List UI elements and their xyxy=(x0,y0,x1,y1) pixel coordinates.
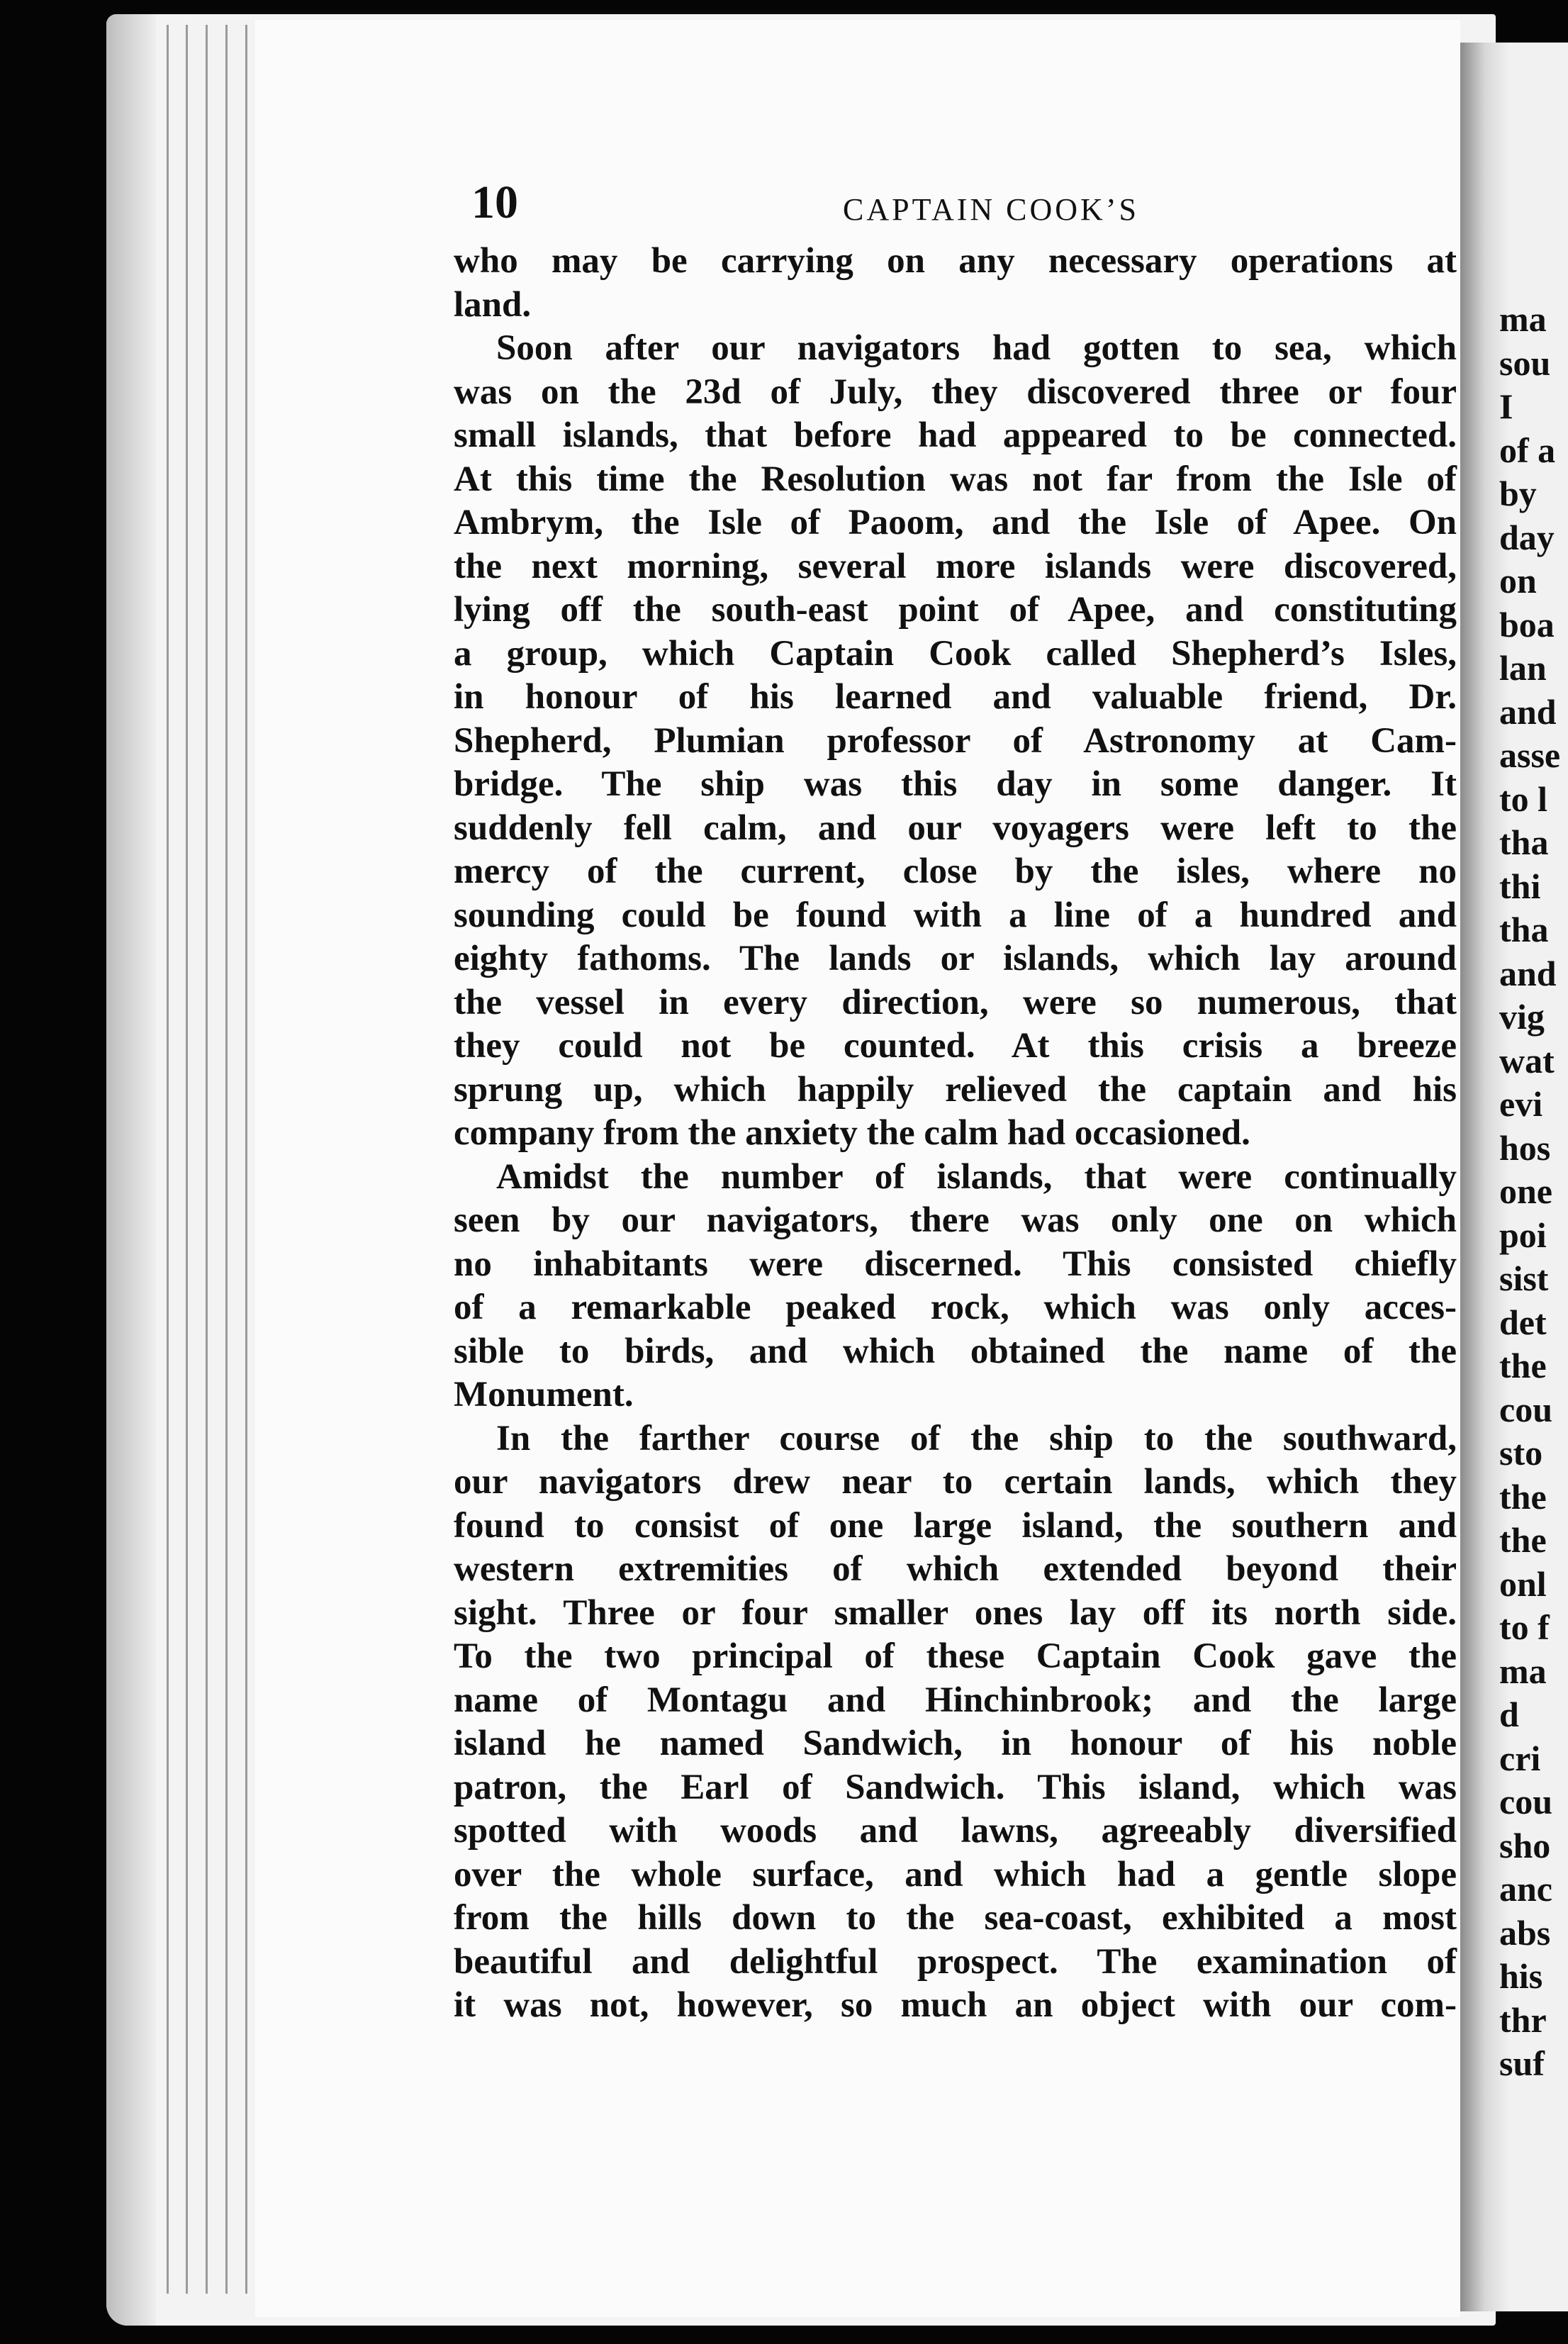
facing-page-fragment: cou xyxy=(1499,1782,1552,1821)
facing-page-fragment: lan xyxy=(1499,648,1547,688)
text-line: In the farther course of the ship to the southward, xyxy=(496,1418,1457,1458)
facing-page-fragment: ma xyxy=(1499,299,1547,339)
running-head: CAPTAIN COOK’S xyxy=(843,192,1139,227)
text-line: Monument. xyxy=(454,1375,634,1414)
body-text xyxy=(454,240,1457,2028)
facing-page-fragment: cou xyxy=(1499,1389,1552,1429)
facing-page-fragment: thr xyxy=(1499,1999,1547,2040)
facing-page-fragment: and xyxy=(1499,953,1557,993)
text-line: Shepherd, Plumian professor of Astronomy at Cam- xyxy=(454,720,1457,761)
text-line: Ambrym, the Isle of Paoom, and the Isle of Apee. On xyxy=(454,503,1457,542)
text-line: it was not, however, so much an object with our com- xyxy=(454,1985,1457,2025)
facing-page-fragment: tha xyxy=(1499,910,1549,949)
text-line: Soon after our navigators had gotten to sea, which xyxy=(496,328,1457,368)
text-line: found to consist of one large island, the southern and xyxy=(454,1505,1457,1546)
facing-page-fragment: sou xyxy=(1499,342,1551,383)
facing-page-fragment: by xyxy=(1499,474,1537,513)
text-line: patron, the Earl of Sandwich. This island, which was xyxy=(454,1767,1457,1807)
text-line: who may be carrying on any necessary operations at xyxy=(454,241,1457,281)
page-edge-line xyxy=(225,25,228,2294)
facing-page-fragment: suf xyxy=(1499,2043,1545,2083)
facing-page-fragment: hos xyxy=(1499,1127,1551,1168)
text-line: bridge. The ship was this day in some danger. It xyxy=(454,764,1457,804)
text-line: At this time the Resolution was not far from the Isle of xyxy=(454,459,1457,499)
text-line: from the hills down to the sea-coast, exhibited a most xyxy=(454,1898,1457,1938)
facing-page-fragment: abs xyxy=(1499,1912,1551,1953)
text-line: no inhabitants were discerned. This consisted chiefly xyxy=(454,1244,1457,1284)
facing-page-fragment: on xyxy=(1499,561,1537,601)
facing-page-fragment: sist xyxy=(1499,1258,1549,1298)
facing-page-text xyxy=(1499,298,1568,2086)
facing-page-fragment: to f xyxy=(1499,1607,1550,1647)
text-line: small islands, that before had appeared to be connected. xyxy=(454,415,1457,455)
text-line: was on the 23d of July, they discovered three or four xyxy=(454,372,1457,412)
facing-page-fragment: I xyxy=(1499,386,1513,426)
text-line: seen by our navigators, there was only one on which xyxy=(454,1200,1457,1240)
text-line: suddenly fell calm, and our voyagers were left to the xyxy=(454,808,1457,848)
facing-page-fragment: his xyxy=(1499,1956,1543,1996)
facing-page-fragment: evi xyxy=(1499,1084,1543,1124)
facing-page-fragment: poi xyxy=(1499,1215,1547,1255)
page-edge-line xyxy=(206,25,208,2294)
text-line: the next morning, several more islands were discovered, xyxy=(454,546,1457,586)
text-line: To the two principal of these Captain Cook gave the xyxy=(454,1636,1457,1676)
facing-page-fragment: the xyxy=(1499,1520,1547,1560)
text-line: island he named Sandwich, in honour of his noble xyxy=(454,1724,1457,1763)
text-line: in honour of his learned and valuable friend, Dr. xyxy=(454,677,1457,717)
text-line: the vessel in every direction, were so numerous, that xyxy=(454,982,1457,1022)
facing-page-fragment: d xyxy=(1499,1695,1519,1734)
text-line: over the whole surface, and which had a gentle slope xyxy=(454,1854,1457,1894)
text-line: beautiful and delightful prospect. The examination of xyxy=(454,1941,1457,1982)
facing-page-fragment: to l xyxy=(1499,778,1548,819)
facing-page-fragment: the xyxy=(1499,1346,1547,1385)
facing-page-fragment: of a xyxy=(1499,430,1556,470)
page-edge-line xyxy=(245,25,247,2294)
facing-page-fragment: boa xyxy=(1499,604,1555,644)
text-line: spotted with woods and lawns, agreeably diversified xyxy=(454,1811,1457,1851)
text-line: eighty fathoms. The lands or islands, which lay around xyxy=(454,939,1457,978)
page-number: 10 xyxy=(471,177,518,228)
text-line: western extremities of which extended beyond their xyxy=(454,1549,1457,1589)
facing-page-fragment: anc xyxy=(1499,1869,1552,1909)
facing-page-fragment: the xyxy=(1499,1476,1547,1517)
facing-page-fragment: ma xyxy=(1499,1651,1547,1691)
text-line: sounding could be found with a line of a hundred and xyxy=(454,895,1457,935)
text-line: sible to birds, and which obtained the name of the xyxy=(454,1331,1457,1371)
facing-page-fragment: and xyxy=(1499,691,1557,732)
text-line: Amidst the number of islands, that were continually xyxy=(496,1156,1457,1197)
facing-page-fragment: onl xyxy=(1499,1563,1547,1604)
page-edge-line xyxy=(167,25,169,2294)
text-line: name of Montagu and Hinchinbrook; and the large xyxy=(454,1680,1457,1720)
facing-page-fragment: det xyxy=(1499,1302,1547,1342)
facing-page-fragment: asse xyxy=(1499,735,1561,775)
text-line: of a remarkable peaked rock, which was only acces- xyxy=(454,1288,1457,1327)
text-line: a group, which Captain Cook called Shepherd’s Isles, xyxy=(454,633,1457,674)
facing-page-fragment: sho xyxy=(1499,1825,1551,1865)
text-line: lying off the south-east point of Apee, and constituting xyxy=(454,590,1457,630)
text-line: land. xyxy=(454,284,532,325)
facing-page-fragment: wat xyxy=(1499,1040,1555,1081)
text-line: sight. Three or four smaller ones lay off its north side. xyxy=(454,1592,1457,1633)
spine-shadow xyxy=(106,14,156,2326)
text-line: they could not be counted. At this crisis a breeze xyxy=(454,1026,1457,1066)
facing-page-fragment: vig xyxy=(1499,997,1545,1037)
facing-page-fragment: day xyxy=(1499,517,1555,557)
page-header xyxy=(471,176,1464,233)
page-edge-line xyxy=(186,25,188,2294)
facing-page-fragment: one xyxy=(1499,1171,1552,1211)
text-line: company from the anxiety the calm had occasioned. xyxy=(454,1113,1250,1153)
facing-page-fragment: thi xyxy=(1499,866,1541,906)
facing-page-fragment: cri xyxy=(1499,1738,1541,1778)
text-line: mercy of the current, close by the isles, where no xyxy=(454,852,1457,891)
text-line: sprung up, which happily relieved the captain and his xyxy=(454,1069,1457,1110)
facing-page-fragment: tha xyxy=(1499,822,1549,862)
facing-page-fragment: sto xyxy=(1499,1433,1543,1473)
text-line: our navigators drew near to certain lands, which they xyxy=(454,1462,1457,1502)
